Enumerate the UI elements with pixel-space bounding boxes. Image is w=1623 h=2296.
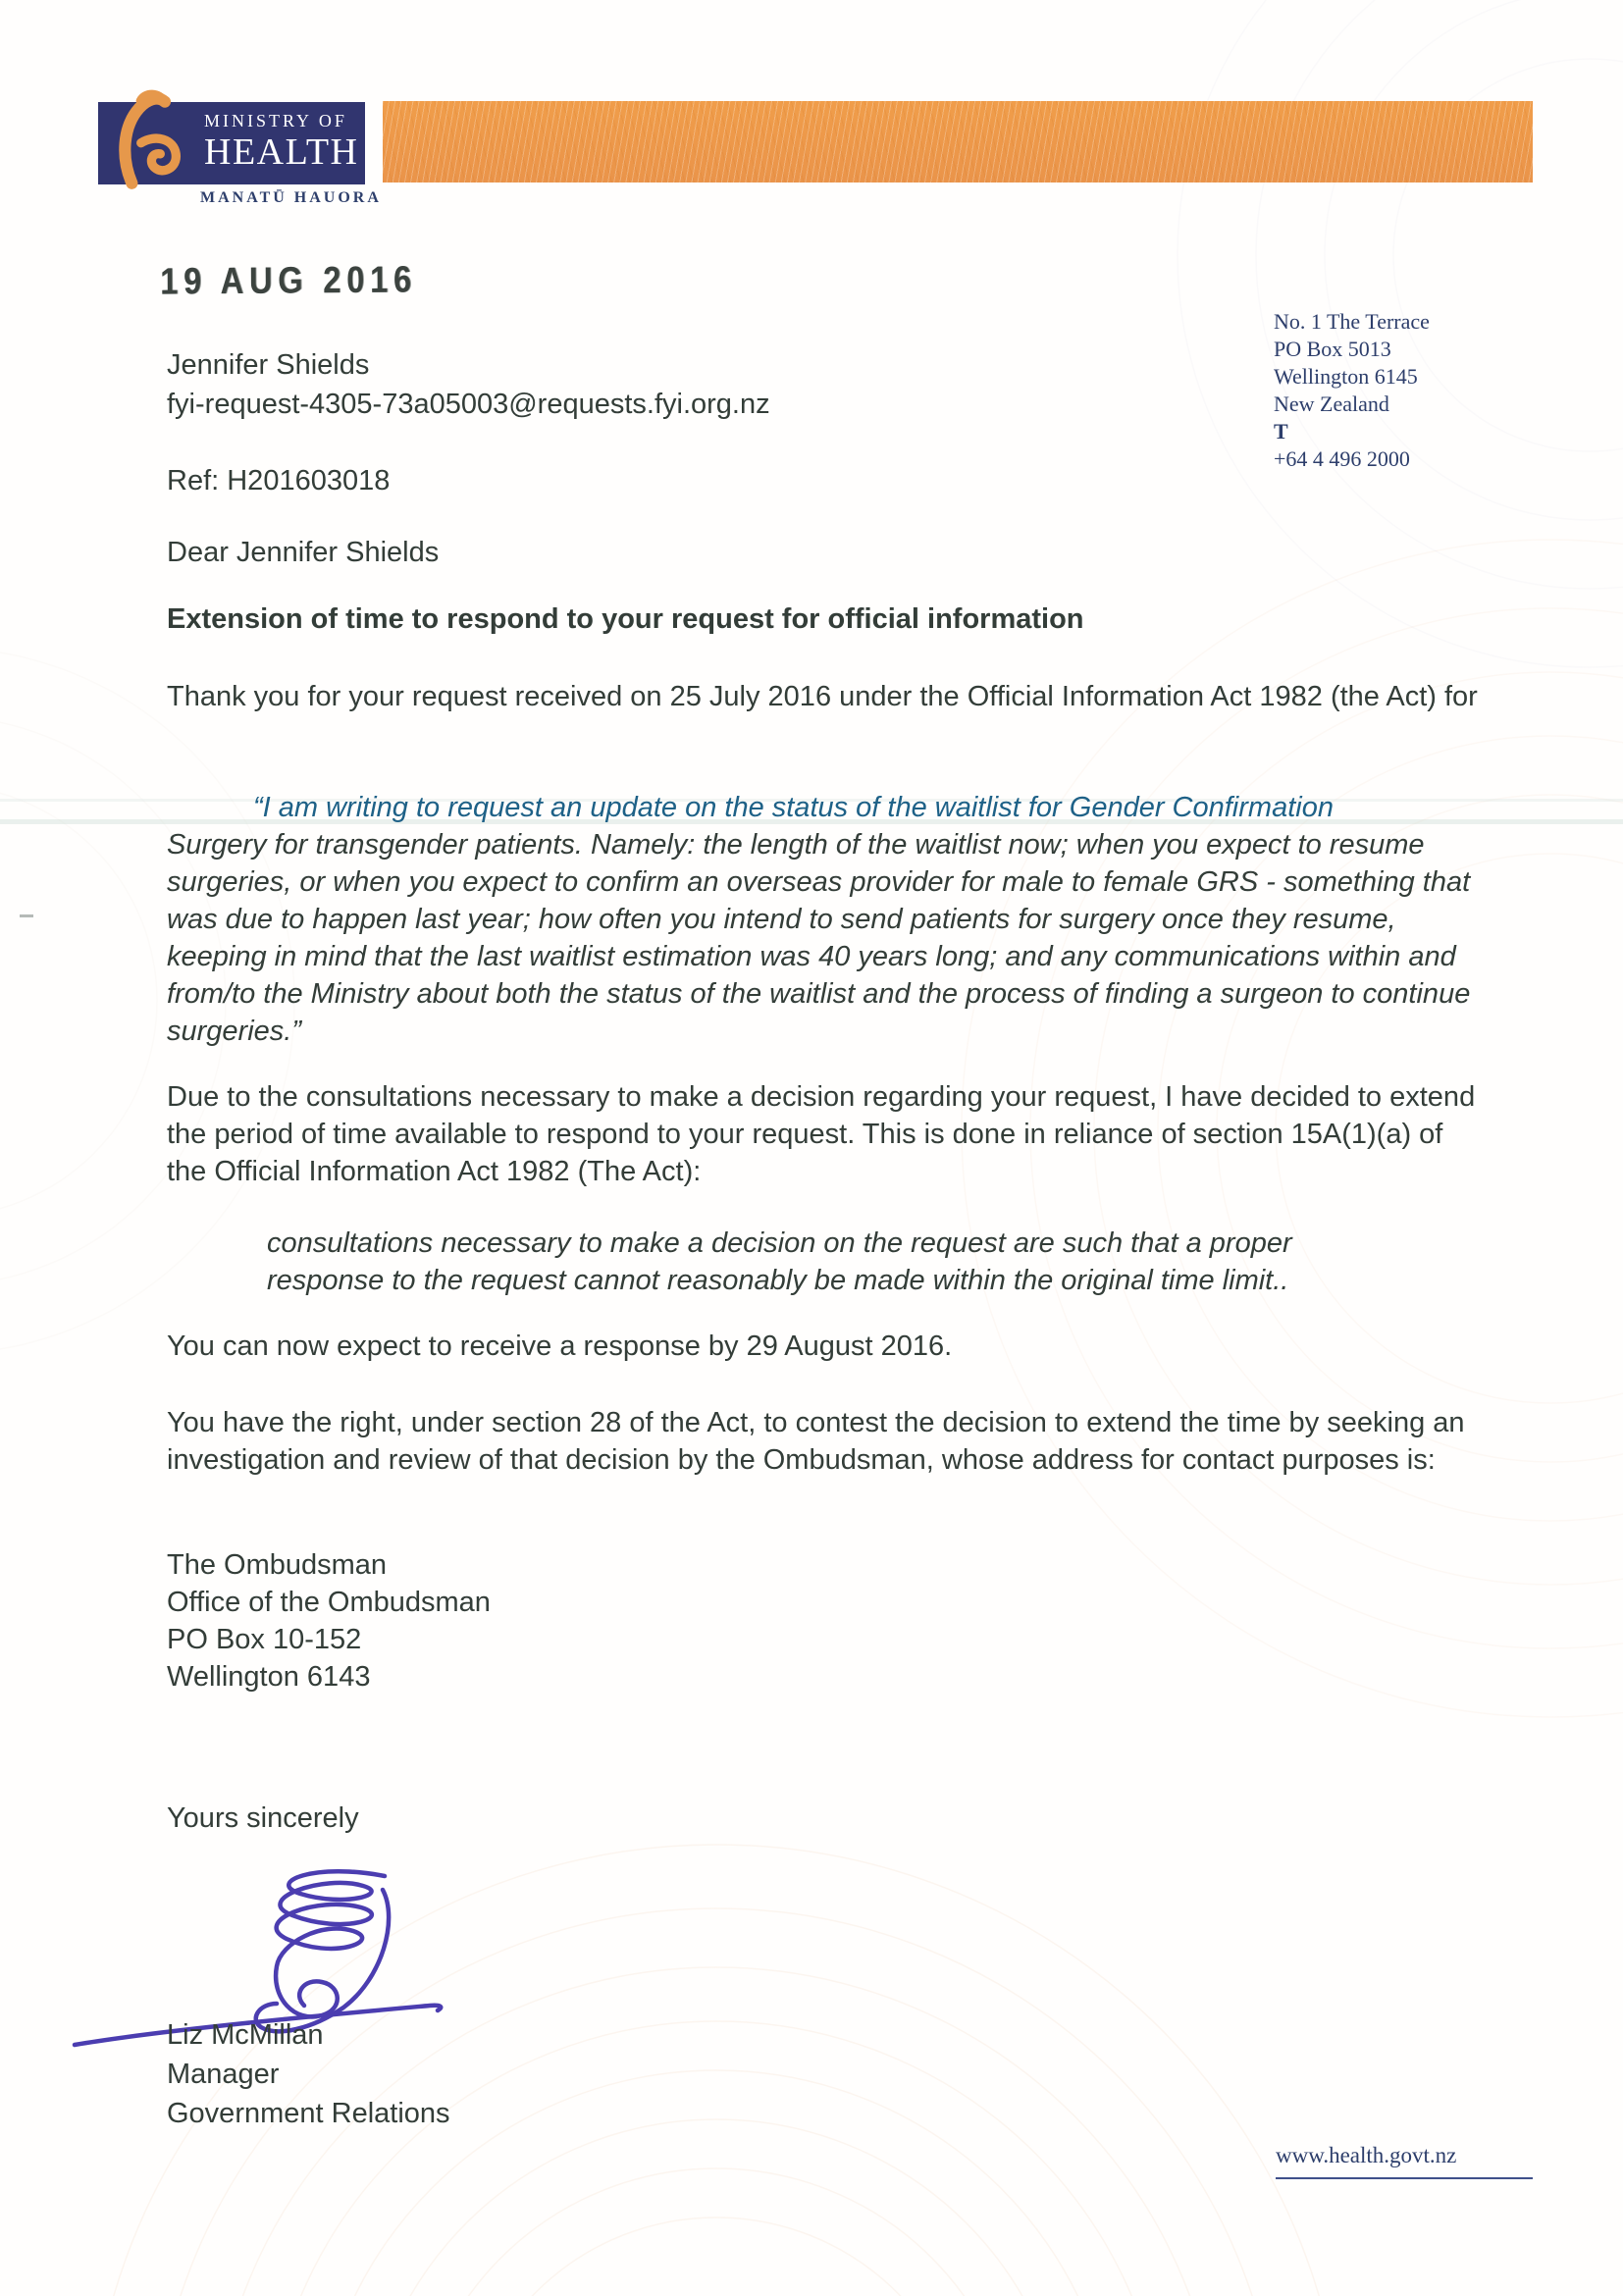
orange-banner	[383, 101, 1533, 183]
ministry-logo	[98, 102, 365, 184]
reference-number: Ref: H201603018	[167, 465, 391, 496]
ombudsman-line: PO Box 10-152	[167, 1624, 362, 1655]
request-quote-first-line: “I am writing to request an update on the status of the waitlist for Gender Confirmation	[253, 792, 1334, 823]
koru-icon	[110, 86, 192, 190]
ombudsman-line: The Ombudsman	[167, 1549, 388, 1581]
recipient-email: fyi-request-4305-73a05003@requests.fyi.org.nz	[167, 389, 770, 420]
signatory-name: Liz McMillan	[167, 2019, 324, 2051]
date-received-stamp: 19 AUG 2016	[160, 258, 417, 303]
signatory-department: Government Relations	[167, 2098, 450, 2129]
paragraph-response-date: You can now expect to receive a response by 29 August 2016.	[167, 1331, 953, 1362]
brand-line1: MINISTRY OF	[204, 111, 347, 130]
website-footer: www.health.govt.nz	[1276, 2143, 1533, 2179]
ombudsman-line: Wellington 6143	[167, 1661, 371, 1693]
paragraph-ombudsman-right: You have the right, under section 28 of the Act, to contest the decision to extend the time by seeking an investigation and review of that decision by the Ombudsman, whose address for contact purposes is:	[167, 1407, 1465, 1476]
phone-label: T	[1274, 419, 1288, 444]
address-line: No. 1 The Terrace	[1274, 309, 1430, 334]
address-line: PO Box 5013	[1274, 337, 1391, 361]
address-line: Wellington 6145	[1274, 364, 1418, 389]
subject-line: Extension of time to respond to your request for official information	[167, 603, 1084, 635]
brand-text	[204, 112, 358, 171]
closing-salutation: Yours sincerely	[167, 1802, 359, 1834]
brand-subtitle: MANATŪ HAUORA	[200, 189, 382, 206]
paragraph-intro: Thank you for your request received on 25 July 2016 under the Official Information Act 1982 (the Act) for	[167, 681, 1478, 712]
phone-number: +64 4 496 2000	[1274, 446, 1410, 471]
ministry-address-block	[1274, 308, 1430, 473]
recipient-block	[167, 345, 770, 424]
statute-quote: consultations necessary to make a decision on the request are such that a proper response to the request cannot reasonably be made within the original time limit..	[267, 1227, 1292, 1296]
address-line: New Zealand	[1274, 391, 1389, 416]
request-quote-rest: Surgery for transgender patients. Namely: the length of the waitlist now; when you expect to resume surgeries, or when you expect to confirm an overseas provider for male to female GRS - something that was due to happen last year; how often you intend to send patients for surgery once they resume, keeping in mind that the last waitlist estimation was 40 years long; and any communications within and from/to the Ministry about both the status of the waitlist and the process of finding a surgeon to continue surgeries.”	[167, 829, 1471, 1047]
phone-line	[1274, 418, 1430, 473]
signatory-block	[167, 2015, 450, 2133]
ombudsman-address-block	[167, 1546, 491, 1696]
scan-artifact-speck	[20, 914, 33, 917]
salutation: Dear Jennifer Shields	[167, 537, 440, 568]
brand-line2: HEALTH	[204, 131, 359, 173]
recipient-name: Jennifer Shields	[167, 349, 370, 381]
paragraph-extension: Due to the consultations necessary to make a decision regarding your request, I have decided to extend the period of time available to respond to your request. This is done in reliance of section 15A(1)(a) of the Official Information Act 1982 (The Act):	[167, 1081, 1476, 1187]
signatory-title: Manager	[167, 2059, 280, 2090]
ombudsman-line: Office of the Ombudsman	[167, 1587, 491, 1618]
request-quote	[167, 789, 1482, 1050]
